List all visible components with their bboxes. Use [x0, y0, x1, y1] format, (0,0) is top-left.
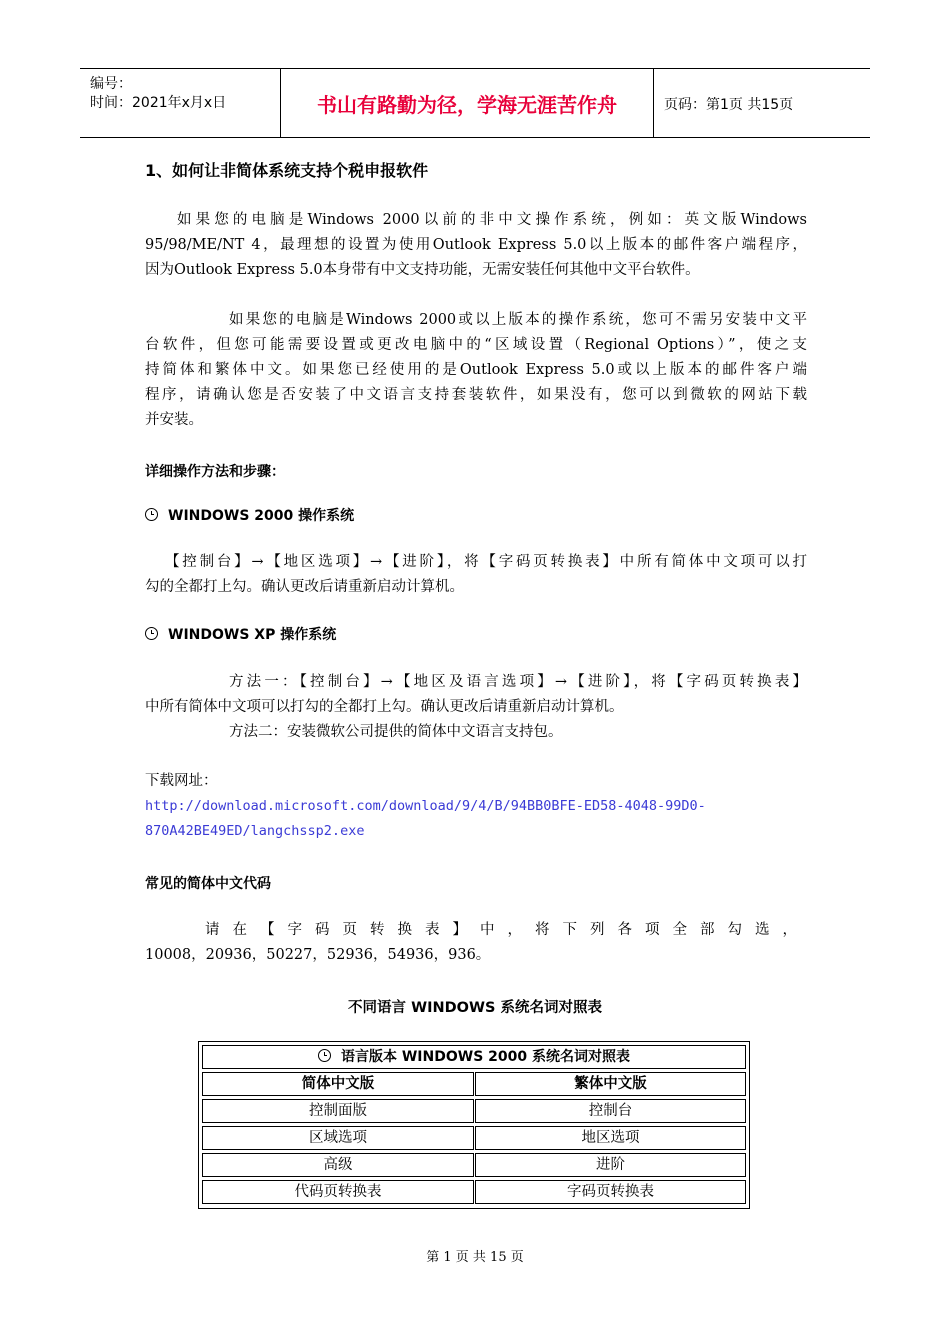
paragraph-line: 勾的全都打上勾。确认更改后请重新启动计算机。 [145, 579, 464, 595]
table-cell: 进阶 [475, 1153, 746, 1177]
steps-heading: 详细操作方法和步骤： [145, 464, 285, 480]
paragraph-regional [145, 308, 807, 433]
paragraph-line: 如果您的电脑是Windows 2000或以上版本的操作系统，您可不需另安装中文平 [229, 312, 807, 328]
download-section [145, 769, 807, 844]
win2000-heading-text: WINDOWS 2000 操作系统 [168, 508, 355, 524]
paragraph-line: 10008，20936，50227，52936，54936，936。 [145, 947, 491, 963]
paragraph-line: 方法一：【控制台】→【地区及语言选项】→【进阶】，将【字码页转换表】 [229, 674, 807, 690]
table-cell: 字码页转换表 [475, 1180, 746, 1204]
section-title: 1、如何让非简体系统支持个税申报软件 [145, 161, 429, 180]
table-header-simplified: 简体中文版 [202, 1072, 474, 1096]
paragraph-win2000 [145, 550, 807, 600]
document-date: 时间：2021年x月x日 [90, 95, 227, 111]
page-footer: 第 1 页 共 15 页 [426, 1250, 524, 1265]
table-cell: 控制面版 [202, 1099, 474, 1123]
paragraph-line: 中所有简体中文项可以打勾的全都打上勾。确认更改后请重新启动计算机。 [145, 699, 624, 715]
header-page-number: 页码：第1页 共15页 [664, 97, 794, 113]
paragraph-line: 因为Outlook Express 5.0本身带有中文支持功能，无需安装任何其他中文平台软件。 [145, 262, 700, 278]
clock-icon [145, 627, 158, 640]
paragraph-line: 程序，请确认您是否安装了中文语言支持套装软件，如果没有，您可以到微软的网站下载 [145, 387, 807, 403]
paragraph-intro [145, 208, 807, 283]
paragraph-winxp [145, 670, 807, 745]
document-number: 编号： [90, 76, 132, 92]
table-cell: 控制台 [475, 1099, 746, 1123]
paragraph-line: 请在【字码页转换表】中，将下列各项全部勾选， [205, 922, 807, 938]
clock-icon [318, 1049, 331, 1062]
table-cell: 高级 [202, 1153, 474, 1177]
table-cell: 区域选项 [202, 1126, 474, 1150]
download-label: 下载网址： [145, 773, 218, 789]
table-cell: 代码页转换表 [202, 1180, 474, 1204]
download-link[interactable]: http://download.microsoft.com/download/9/4/B/94BB0BFE-ED58-4048-99D0- [145, 798, 706, 814]
table-header-traditional: 繁体中文版 [475, 1072, 746, 1096]
paragraph-line: 台软件，但您可能需要设置或更改电脑中的“区域设置（Regional Options）”，使之支 [145, 337, 807, 353]
clock-icon [145, 508, 158, 521]
header-info-cell [80, 69, 280, 137]
terms-table [198, 1041, 750, 1209]
paragraph-line: 95/98/ME/NT 4，最理想的设置为使用Outlook Express 5.0以上版本的邮件客户端程序， [145, 237, 807, 253]
paragraph-line: 并安装。 [145, 412, 203, 428]
table-title-text: 语言版本 WINDOWS 2000 系统名词对照表 [340, 1049, 630, 1065]
winxp-heading [145, 624, 336, 644]
win2000-heading [145, 505, 354, 525]
header-divider [653, 69, 654, 137]
download-link[interactable]: 870A42BE49ED/langchssp2.exe [145, 823, 365, 839]
table-caption: 不同语言 WINDOWS 系统名词对照表 [348, 1000, 602, 1016]
paragraph-codes [145, 918, 807, 968]
paragraph-line: 持简体和繁体中文。如果您已经使用的是Outlook Express 5.0或以上版本的邮件客户端 [145, 362, 807, 378]
paragraph-line: 如果您的电脑是Windows 2000以前的非中文操作系统，例如：英文版Windows [177, 212, 807, 228]
table-title [202, 1045, 746, 1069]
winxp-heading-text: WINDOWS XP 操作系统 [168, 627, 337, 643]
header-motto: 书山有路勤为径，学海无涯苦作舟 [317, 92, 617, 117]
table-cell: 地区选项 [475, 1126, 746, 1150]
codes-heading: 常见的简体中文代码 [145, 876, 271, 892]
page-header [80, 68, 870, 138]
paragraph-line: 方法二：安装微软公司提供的简体中文语言支持包。 [229, 724, 563, 740]
paragraph-line: 【控制台】→【地区选项】→【进阶】，将【字码页转换表】中所有简体中文项可以打 [165, 554, 807, 570]
